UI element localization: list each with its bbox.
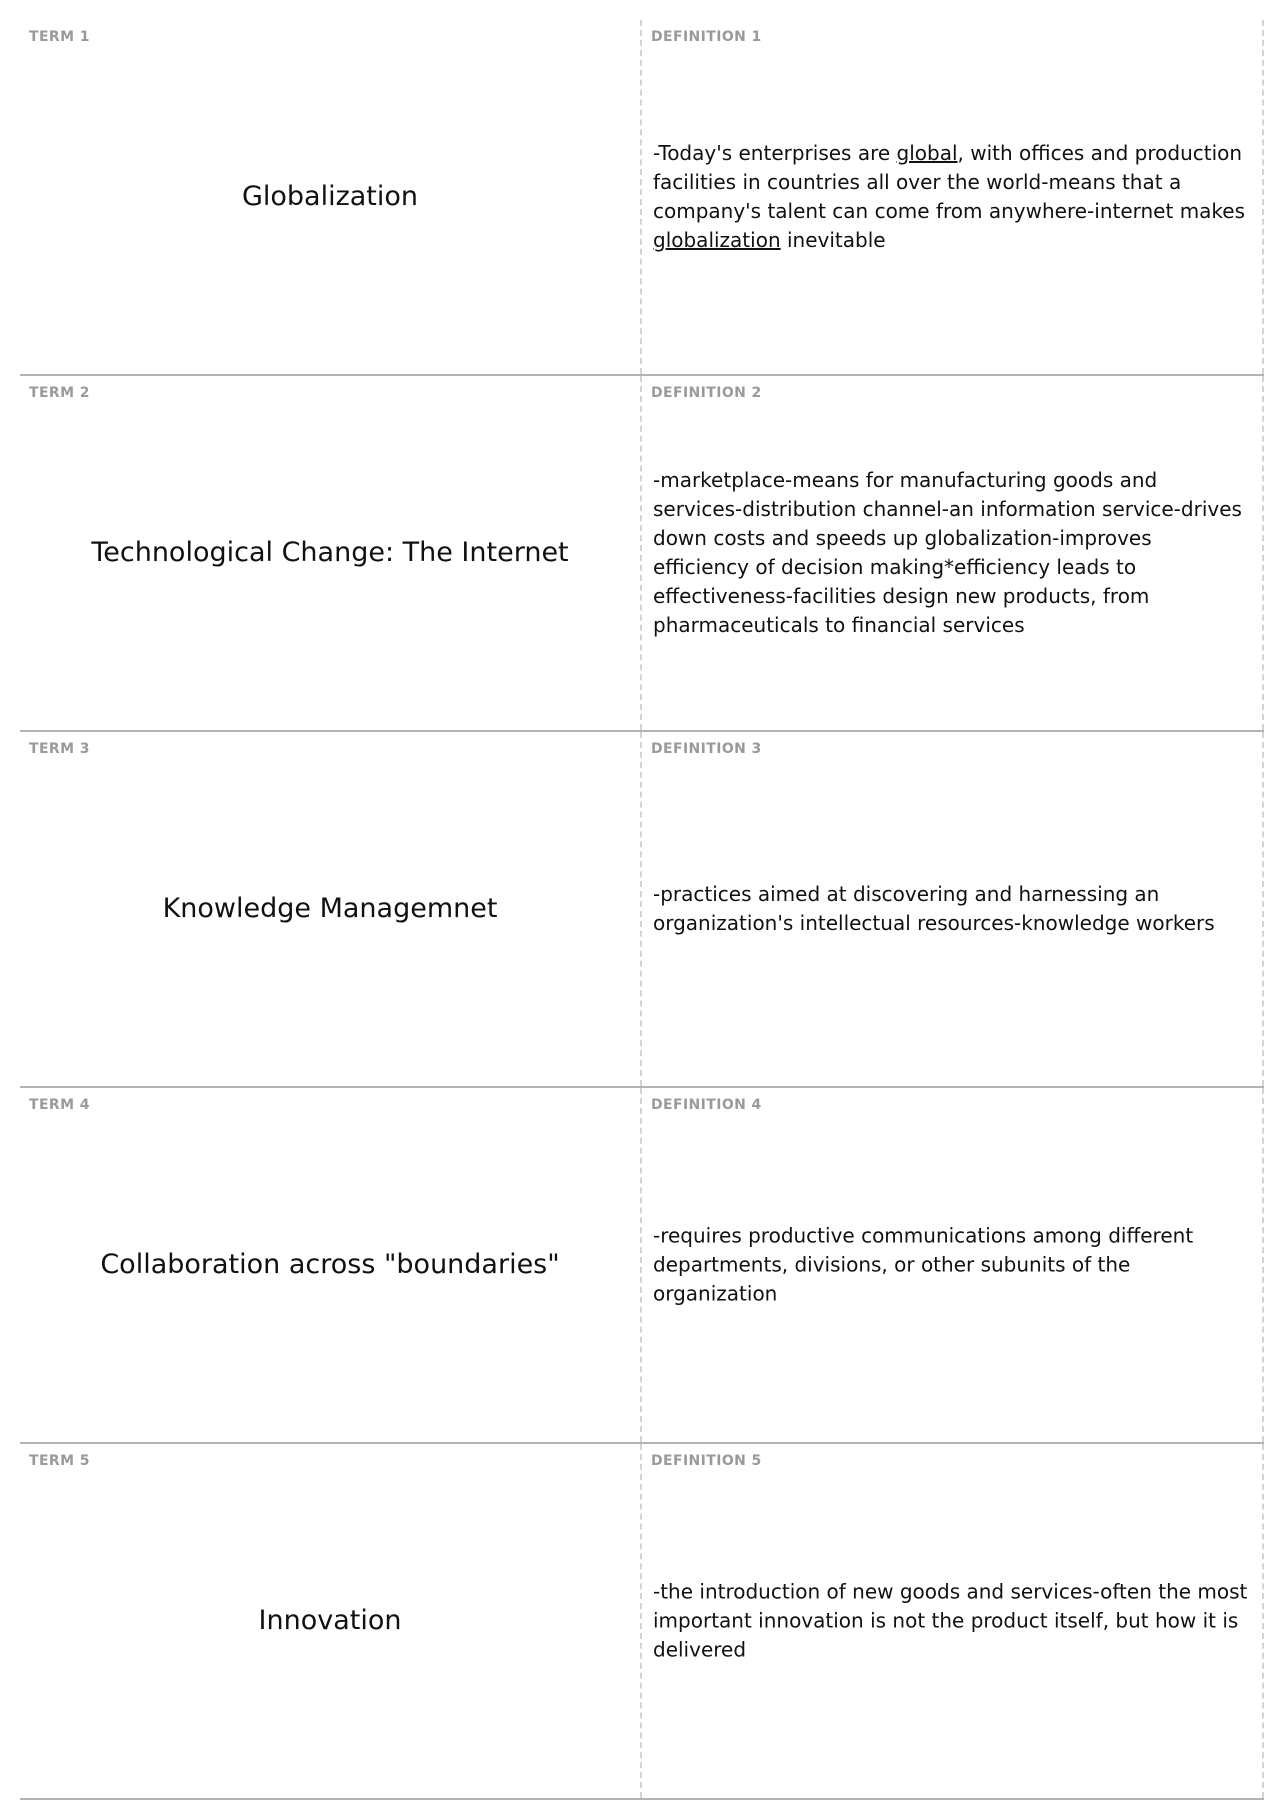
flashcard-sheet bbox=[20, 20, 1264, 1800]
term-label: TERM 3 bbox=[29, 741, 90, 757]
term-text: Innovation bbox=[258, 1605, 402, 1636]
definition-segment: inevitable bbox=[780, 228, 886, 252]
flashcard-row bbox=[20, 1088, 1264, 1444]
definition-cell bbox=[642, 1444, 1264, 1798]
definition-segment: , with offices and production facilities in countries all over the world-means that a company's talent can come from anywhere-internet makes bbox=[653, 141, 1246, 223]
flashcard-row bbox=[20, 1444, 1264, 1800]
definition-label: DEFINITION 3 bbox=[651, 741, 762, 757]
definition-text bbox=[653, 1222, 1252, 1309]
definition-segment: -practices aimed at discovering and harnessing an organization's intellectual resources-knowledge workers bbox=[653, 882, 1215, 935]
term-label: TERM 4 bbox=[29, 1097, 90, 1113]
definition-cell bbox=[642, 732, 1264, 1086]
term-cell bbox=[20, 732, 642, 1086]
definition-text bbox=[653, 139, 1252, 255]
definition-cell bbox=[642, 1088, 1264, 1442]
term-text: Knowledge Managemnet bbox=[162, 893, 498, 924]
definition-cell bbox=[642, 20, 1264, 374]
term-cell bbox=[20, 376, 642, 730]
term-label: TERM 1 bbox=[29, 29, 90, 45]
term-text: Technological Change: The Internet bbox=[91, 537, 569, 568]
definition-cell bbox=[642, 376, 1264, 730]
term-cell bbox=[20, 20, 642, 374]
flashcard-row bbox=[20, 376, 1264, 732]
flashcard-row bbox=[20, 732, 1264, 1088]
underlined-term: global bbox=[896, 141, 958, 165]
definition-label: DEFINITION 1 bbox=[651, 29, 762, 45]
definition-segment: -the introduction of new goods and services-often the most important innovation is not the product itself, but how it is delivered bbox=[653, 1579, 1248, 1662]
flashcard-row bbox=[20, 20, 1264, 376]
definition-label: DEFINITION 4 bbox=[651, 1097, 762, 1113]
definition-text bbox=[653, 1578, 1252, 1665]
term-text: Collaboration across "boundaries" bbox=[100, 1249, 560, 1280]
definition-text bbox=[653, 880, 1252, 938]
term-label: TERM 2 bbox=[29, 385, 90, 401]
term-text: Globalization bbox=[241, 181, 419, 212]
definition-segment: -Today's enterprises are bbox=[653, 141, 897, 165]
underlined-term: globalization bbox=[653, 228, 781, 252]
definition-label: DEFINITION 5 bbox=[651, 1453, 762, 1469]
definition-text bbox=[653, 466, 1252, 640]
definition-segment: -marketplace-means for manufacturing goods and services-distribution channel-an information service-drives down costs and speeds up globalization-improves efficiency of decision making*efficiency leads to effectiveness-facilities design new products, from pharmaceuticals to financial services bbox=[653, 468, 1242, 637]
definition-segment: -requires productive communications among different departments, divisions, or other subunits of the organization bbox=[653, 1223, 1194, 1306]
term-cell bbox=[20, 1444, 642, 1798]
term-cell bbox=[20, 1088, 642, 1442]
term-label: TERM 5 bbox=[29, 1453, 90, 1469]
definition-label: DEFINITION 2 bbox=[651, 385, 762, 401]
